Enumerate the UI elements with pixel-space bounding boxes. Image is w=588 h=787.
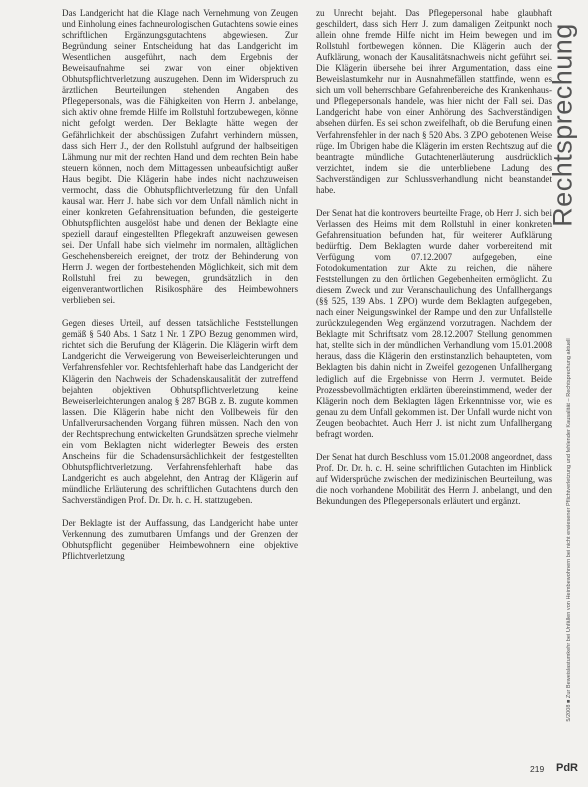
journal-logo: PdR [556, 762, 578, 774]
left-text-column [62, 8, 298, 574]
paragraph: Gegen dieses Urteil, auf dessen tatsächliche Feststellungen gemäß § 540 Abs. 1 Satz 1 Nr. 1 ZPO Bezug genommen wird, richtet sich die Berufung der Klägerin. Die Klägerin wirft dem Landgericht die Verweigerung von Beweiserleichterungen und Verfahrensfehler vor. Rechtsfehlerhaft habe das Landgericht der Klägerin den Nachweis der Schadenskausalität der zutreffend bejahten objektiven Obhutspflichtverletzung keine Beweiserleichterungen analog § 287 BGB z. B. zugute kommen lassen. Die Klägerin habe nicht den Vollbeweis für den Unfallverursachenden Vorgang führen müssen. Nach den von der Rechtsprechung entwickelten Grundsätzen spreche vielmehr ein vom Beklagten nicht widerlegter Beweis des ersten Anscheins für die Schadensursächlichkeit der festgestellten Obhutspflichtverletzung. Verfahrensfehlerhaft habe das Landgericht es auch abgelehnt, den Antrag der Klägerin auf mündliche Erläuterung des schriftlichen Gutachtens durch den Sachverständigen Prof. Dr. Dr. h. c. H. stattzugeben. [62, 318, 298, 506]
running-footer-text: 5/2008 ■ Zur Beweislastumkehr bei Unfällen von Heimbewohnern bei nicht erwiesener Pflichtverletzung und fehlender Kausalität – Rechtsprechung aktuell [566, 338, 572, 722]
section-heading-text: Rechtsprechung [547, 23, 578, 227]
paragraph: Das Landgericht hat die Klage nach Vernehmung von Zeugen und Einholung eines fachneurologischen Gutachtens sowie eines schriftlichen Ergänzungsgutachtens abgewiesen. Zur Begründung seiner Entscheidung hat das Landgericht im Wesentlichen ausgeführt, nach dem Ergebnis der Beweisaufnahme sei zwar von einer objektiven Obhutspflichtverletzung auszugehen. Denn im Widerspruch zu ärztlichen Beurteilungen stehenden Angaben des Pflegepersonals, was die Fähigkeiten von Herrn J. anbelange, sich aktiv ohne fremde Hilfe im Rollstuhl fortzubewegen, könne nicht gefolgt werden. Der Beklagte hätte wegen der Gefährlichkeit der abschüssigen Zufahrt verhindern müssen, dass sich Herr J., der den Rollstuhl aufgrund der halbseitigen Lähmung nur mit der rechten Hand und dem rechten Bein habe steuern können, noch dem Mittagessen unbeaufsichtigt außer Haus begibt. Die Klägerin habe indes nicht nachzuweisen vermocht, dass die Obhutspflichtverletzung für den Unfall kausal war. Herr J. habe sich vor dem Unfall nämlich nicht in einer konkreten Gefahrensituation befunden, die gesteigerte Obhutspflichten ausgelöst habe und denen der Beklagte eine speziell darauf eingestellten Pflegekraft anzuweisen gewesen sei. Der Unfall habe sich vielmehr im normalen, alltäglichen Geschehensbereich ereignet, der trotz der Behinderung von Herrn J. wegen der fortbestehenden Möglichkeit, sich mit dem Rollstuhl frei zu bewegen, grundsätzlich in den eigenverantwortlichen Risikosphäre des Heimbewohners verblieben sei. [62, 8, 298, 306]
paragraph: zu Unrecht bejaht. Das Pflegepersonal habe glaubhaft geschildert, dass sich Herr J. zum damaligen Zeitpunkt noch allein ohne fremde Hilfe nicht im Heim bewegen und im Rollstuhl fortbewegen können. Die Klägerin auch der Aufklärung, wonach der Kausalitätsnachweis nicht geführt sei. Die Klägerin übersehe bei ihrer Argumentation, dass eine Beweislastumkehr nur in Ausnahmefällen stattfinde, wenn es sich um voll beherrschbare Gefahrenbereiche des Krankenhaus- und Pflegepersonals handele, was hier nicht der Fall sei. Das Landgericht habe von einer Anhörung des Sachverständigen absehen dürfen. Es sei schon zweifelhaft, ob die Berufung einen Verfahrensfehler in der nach § 520 Abs. 3 ZPO gebotenen Weise rüge. Im Übrigen habe die Klägerin im ersten Rechtszug auf die beantragte mündliche Gutachtenerläuterung ausdrücklich verzichtet, indem sie die unterbliebene Ladung des Sachverständigen zur Schlussverhandlung nicht beanstandet habe. [316, 8, 552, 195]
paragraph: Der Beklagte ist der Auffassung, das Landgericht habe unter Verkennung des zumutbaren Umfangs und der Grenzen der Obhutspflicht gegenüber Heimbewohnern eine objektive Pflichtverletzung [62, 518, 298, 562]
paragraph: Der Senat hat die kontrovers beurteilte Frage, ob Herr J. sich bei Verlassen des Heims mit dem Rollstuhl in einer konkreten Gefahrensituation befunden hat, für weiterer Aufklärung bedürftig. Dem Beklagten wurde daher vorbereitend mit Verfügung vom 07.12.2007 aufgegeben, eine Fotodokumentation zur Akte zu reichen, die nähere Feststellungen zu den örtlichen Gegebenheiten ermöglicht. Zu diesem Zweck und zur Veranschaulichung des Unfallhergangs (§§ 525, 139 Abs. 1 ZPO) wurde dem Beklagten aufgegeben, nach einer Neigungswinkel der Rampe und den zur Unfallstelle zurückzulegenden Weg ergänzend vorzutragen. Nachdem der Beklagte mit Schriftsatz vom 28.12.2007 Stellung genommen hat, stellte sich in der mündlichen Verhandlung vom 15.01.2008 heraus, dass die Klägerin den erstinstanzlich behaupteten, vom Beklagten bis dahin nicht in Zweifel gezogenen Unfallhergang lediglich auf die Ergebnisse von Herrn J. vermutet. Beide Prozessbevollmächtigten erklärten übereinstimmend, weder der Klägerin noch dem Beklagten lägen Erkenntnisse vor, wie es genau zu dem Unfall gekommen ist. Der Unfall wurde nicht von Zeugen beobachtet. Auch Herr J. ist nicht zum Unfallhergang befragt worden. [316, 207, 552, 439]
section-heading-vertical [540, 0, 586, 250]
running-footer-vertical [556, 300, 582, 760]
page-number: 219 [530, 764, 545, 774]
paragraph: Der Senat hat durch Beschluss vom 15.01.2008 angeordnet, dass Prof. Dr. Dr. h. c. H. seine schriftlichen Gutachten im Hinblick auf Widersprüche zwischen der medizinischen Beurteilung, was die noch vorhandene Mobilität des Herrn J. anbelangt, und den Bekundungen des Pflegepersonals erläutert und ergänzt. [316, 451, 552, 506]
right-text-column [316, 8, 552, 519]
